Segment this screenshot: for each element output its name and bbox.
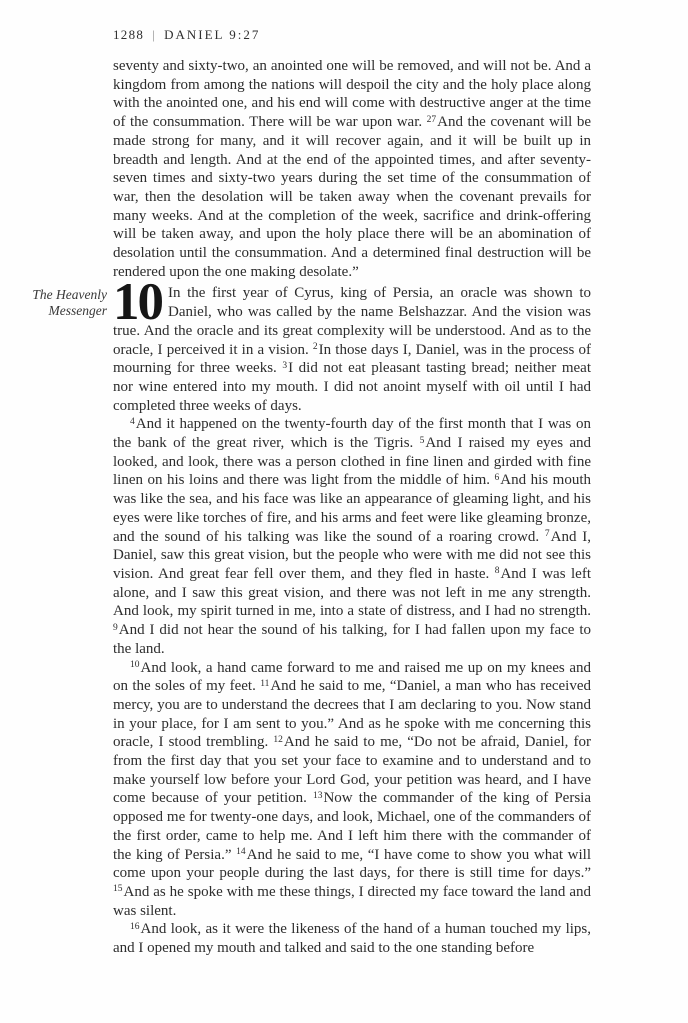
verse-number: 5 xyxy=(419,435,425,446)
section-heading-margin-note xyxy=(16,287,107,319)
paragraph-text: In the first year of Cyrus, king of Persia, an oracle was shown to Daniel, who was called by the name Belshazzar. And the vision was true. And the oracle and its great complexity will be understood. And as to the oracle, I perceived it in a vision. $^2$In those days I, Daniel, was in the process of mourning for three weeks. $^3$I did not eat pleasant tasting bread; neither meat nor wine entered into my mouth. I did not anoint myself with oil until I had completed three weeks of days. xyxy=(113,285,591,414)
verse-number: 12 xyxy=(273,734,283,745)
margin-note-line2: Messenger xyxy=(48,303,107,319)
verse-number: 3 xyxy=(282,360,288,371)
paragraph-daniel-9-continuation: seventy and sixty-two, an anointed one will be removed, and will not be. And a kingdom from among the nations will despoil the city and the holy place along with the anointed one, and his end will come with destructive anger at the time of the consummation. There will be war upon war. $^{27}$And the covenant will be made strong for many, and it will recover again, and it will be built up in breadth and length. And at the end of the appointed times, and after seventy-seven times and sixty-two years during the set time of the consummation of war, then the desolation will be taken away when the covenant prevails for many weeks. And at the completion of the week, sacrifice and drink-offering will be taken away, and upon the holy place there will be an abomination of desolation until the consummation. And a determined final destruction will be rendered upon the one making desolate.” xyxy=(113,58,591,280)
page-number: 1288 xyxy=(113,27,145,42)
verse-number: 2 xyxy=(312,342,318,353)
verse-number: 9 xyxy=(113,622,118,633)
paragraph-daniel-10-v10-15: $^{10}$And look, a hand came forward to me and raised me up on my knees and on the soles of my feet. $^{11}$And he said to me, “Daniel, a man who has received mercy, you are to understand the decrees that I am declaring to you. Now stand in your place, for I am sent to you.” And as he spoke with me concerning this oracle, I stood trembling. $^{12}$And he said to me, “Do not be afraid, Daniel, for from the first day that you set your face to examine and to understand and to make yourself low before your Lord God, your petition was heard, and I have come because of your petition. $^{13}$Now the commander of the king of Persia opposed me for twenty-one days, and look, Michael, one of the commanders of the first order, came to help me. And I left him there with the commander of the king of Persia.” $^{14}$And he said to me, “I have come to show you what will come upon your people during the last days, for there is still time for days.” $^{15}$And as he spoke with me these things, I directed my face toward the land and was silent. xyxy=(113,659,592,919)
verse-number: 8 xyxy=(494,566,500,577)
running-head xyxy=(113,27,260,43)
paragraph-daniel-10-v4-9: $^4$And it happened on the twenty-fourth day of the first month that I was on the bank of the great river, which is the Tigris. $^5$And I raised my eyes and looked, and look, there was a person clothed in fine linen and girded with fine linen on his loins and there was light from the middle of him. $^6$And his mouth was like the sea, and his face was like an appearance of gleaming light, and his eyes were like torches of fire, and his arms and feet were like gleaming bronze, and the sound of his talking was like the sound of a roaring crowd. $^7$And I, Daniel, saw this great vision, but the people who were with me did not see this vision. And great fear fell over them, and they fled in haste. $^8$And I was left alone, and I saw this great vision, and there was not left in me any strength. And look, my spirit turned in me, into a state of distress, and I had no strength. $^9$And I did not hear the sound of his talking, for I had fallen upon my face to the land. xyxy=(113,416,592,657)
paragraph-daniel-10-v16: $^{16}$And look, as it were the likeness of the hand of a human touched my lips, and I opened my mouth and talked and said to the one standing before xyxy=(113,921,591,957)
verse-number: 14 xyxy=(236,847,246,858)
verse-number: 15 xyxy=(113,884,123,895)
paragraph-daniel-10-v1-3 xyxy=(113,273,591,415)
scripture-text xyxy=(32,57,592,958)
verse-number: 4 xyxy=(130,416,135,427)
verse-number: 10 xyxy=(130,660,140,670)
verse-number: 13 xyxy=(312,790,323,801)
verse-number: 16 xyxy=(130,921,140,932)
verse-number: 11 xyxy=(260,678,270,689)
margin-note-line1: The Heavenly xyxy=(32,287,107,303)
book-reference: DANIEL 9:27 xyxy=(164,27,261,42)
verse-number: 27 xyxy=(426,114,437,125)
chapter-number: 10 xyxy=(113,273,162,332)
verse-number: 7 xyxy=(544,529,550,540)
verse-number: 6 xyxy=(494,472,500,483)
header-separator: | xyxy=(152,27,157,42)
chapter-10-block xyxy=(32,273,591,415)
